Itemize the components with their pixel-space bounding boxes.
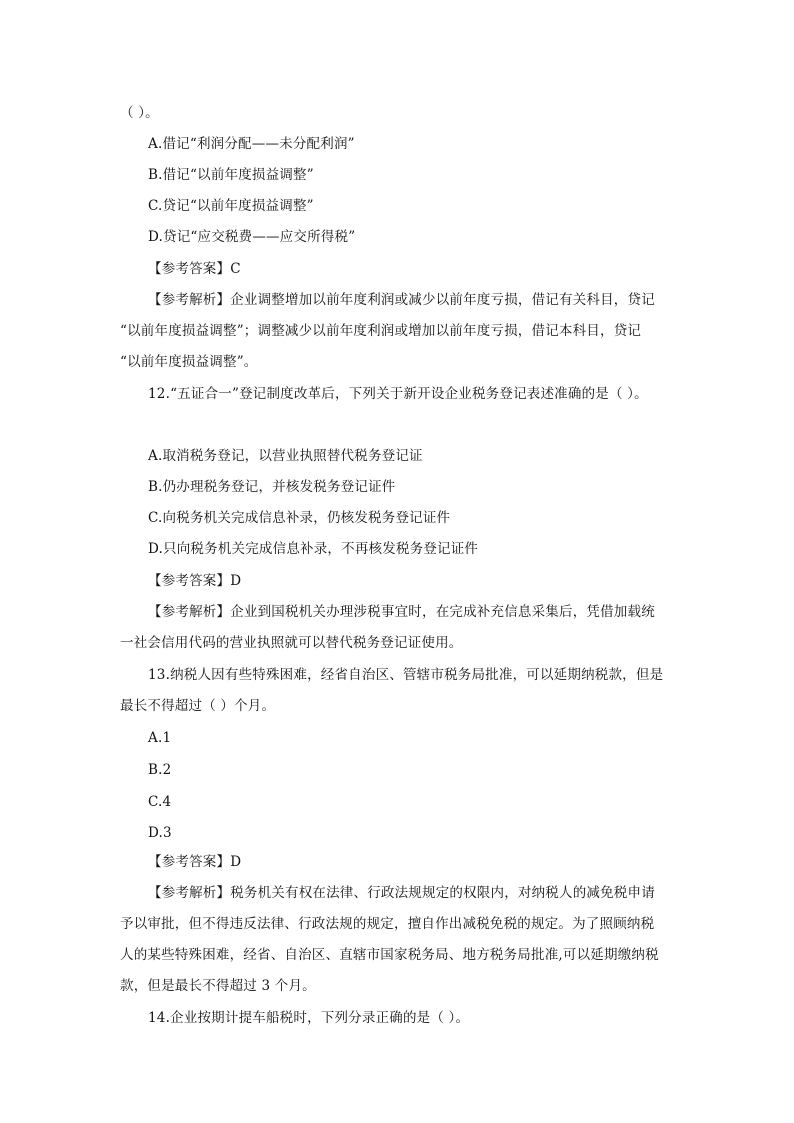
q12-explanation-line: 【参考解析】企业到国税机关办理涉税事宜时，在完成补充信息采集后，凭借加载统 bbox=[148, 604, 655, 620]
q11-option-c: C.贷记“以前年度损益调整” bbox=[148, 198, 314, 214]
q12-option-c: C.向税务机关完成信息补录，仍核发税务登记证件 bbox=[148, 510, 451, 526]
q11-explanation-line: “以前年度损益调整”；调整减少以前年度利润或增加以前年度亏损，借记本科目，贷记 bbox=[120, 323, 642, 339]
q13-question: 最长不得超过（ ）个月。 bbox=[120, 698, 276, 714]
q13-option-d: D.3 bbox=[148, 825, 172, 841]
q13-explanation-line: 予以审批，但不得违反法律、行政法规的规定，擅自作出减税免税的规定。为了照顾纳税 bbox=[120, 916, 655, 932]
q13-question: 13.纳税人因有些特殊困难，经省自治区、管辖市税务局批准，可以延期纳税款，但是 bbox=[148, 667, 664, 683]
q13-explanation-line: 款，但是最长不得超过 3 个月。 bbox=[120, 978, 316, 994]
q11-option-a: A.借记“利润分配——未分配利润” bbox=[148, 136, 355, 152]
q13-explanation-line: 【参考解析】税务机关有权在法律、行政法规规定的权限内，对纳税人的减免税申请 bbox=[148, 885, 655, 901]
q12-question: 12.“五证合一”登记制度改革后，下列关于新开设企业税务登记表述准确的是（ ）。 bbox=[148, 386, 648, 402]
q12-option-b: B.仍办理税务登记，并核发税务登记证件 bbox=[148, 479, 396, 495]
q11-option-b: B.借记“以前年度损益调整” bbox=[148, 167, 314, 183]
q13-explanation-line: 人的某些特殊困难，经省、自治区、直辖市国家税务局、地方税务局批准,可以延期缴纳税 bbox=[120, 947, 659, 963]
q12-option-a: A.取消税务登记，以营业执照替代税务登记证 bbox=[148, 448, 423, 464]
q11-explanation-line: “以前年度损益调整”。 bbox=[120, 354, 258, 370]
q12-explanation-line: 一社会信用代码的营业执照就可以替代税务登记证使用。 bbox=[120, 635, 463, 651]
q13-option-a: A.1 bbox=[148, 730, 172, 746]
q13-option-b: B.2 bbox=[148, 762, 172, 778]
q14-question: 14.企业按期计提车船税时，下列分录正确的是（ ）。 bbox=[148, 1010, 470, 1026]
q12-option-d: D.只向税务机关完成信息补录，不再核发税务登记证件 bbox=[148, 541, 479, 557]
q13-answer: 【参考答案】D bbox=[148, 854, 242, 870]
q11-answer: 【参考答案】C bbox=[148, 261, 241, 277]
question-continuation: （ ）。 bbox=[120, 105, 159, 121]
q13-option-c: C.4 bbox=[148, 794, 172, 810]
q11-explanation-line: 【参考解析】企业调整增加以前年度利润或减少以前年度亏损，借记有关科目，贷记 bbox=[148, 292, 655, 308]
q12-answer: 【参考答案】D bbox=[148, 573, 242, 589]
q11-option-d: D.贷记“应交税费——应交所得税” bbox=[148, 229, 356, 245]
